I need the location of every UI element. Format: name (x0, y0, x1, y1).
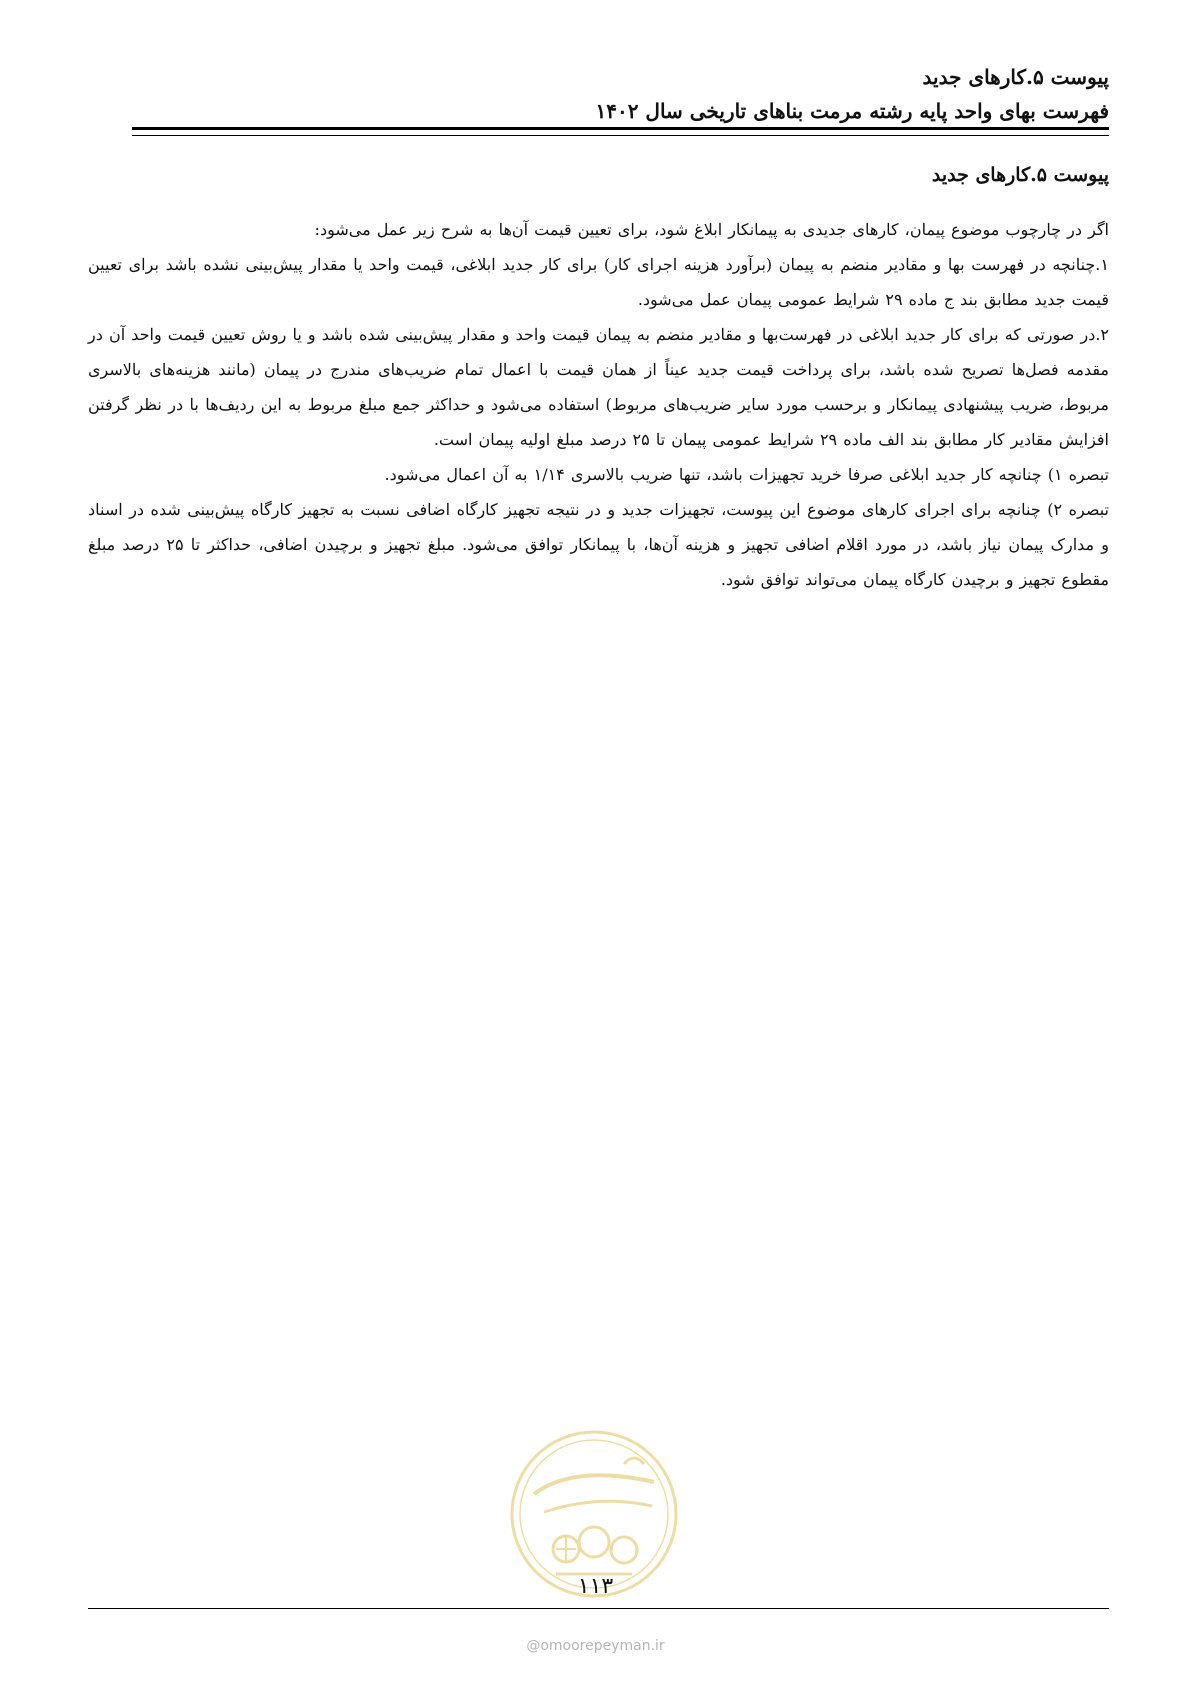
note-1-paragraph: تبصره ۱) چنانچه کار جدید ابلاغی صرفا خرید تجهیزات باشد، تنها ضریب بالاسری ۱/۱۴ به آن اعمال می‌شود. (384, 465, 1109, 484)
header-double-rule (132, 127, 1109, 136)
clause-2-paragraph: ۲.در صورتی که برای کار جدید ابلاغی در فهرست‌بها و مقادیر منضم به پیمان قیمت واحد و مقدار پیش‌بینی شده باشد و یا روش تعیین قیمت واحد آن در مقدمه فصل‌ها تصریح شده باشد، برای پرداخت قیمت جدید عیناً از همان قیمت با اعمال تمام ضریب‌های مندرج در پیمان (مانند هزینه‌های بالاسری مربوط، ضریب پیشنهادی پیمانکار و برحسب مورد سایر ضریب‌های مربوط) استفاده می‌شود و حداکثر جمع مبلغ مربوط به این ردیف‌ها با در نظر گرفتن افزایش مقادیر کار مطابق بند الف ماده ۲۹ شرایط عمومی پیمان تا ۲۵ درصد مبلغ اولیه پیمان است. (88, 325, 1110, 449)
intro-paragraph: اگر در چارچوب موضوع پیمان، کارهای جدیدی به پیمانکار ابلاغ شود، برای تعیین قیمت آن‌ها به شرح زیر عمل می‌شود: (314, 220, 1109, 239)
page-number: ۱۱۳ (577, 1574, 614, 1599)
clause-1-paragraph: ۱.چنانچه در فهرست بها و مقادیر منضم به پیمان (برآورد هزینه اجرای کار) برای کار جدید ابلاغی، قیمت واحد یا مقدار پیش‌بینی نشده باشد برای تعیین قیمت جدید مطابق بند ج ماده ۲۹ شرایط عمومی پیمان عمل می‌شود. (88, 255, 1109, 309)
note-2-paragraph: تبصره ۲) چنانچه برای اجرای کارهای موضوع این پیوست، تجهیزات جدید و در نتیجه تجهیز کارگاه اضافی نسبت به تجهیز کارگاه پیش‌بینی شده در اسناد و مدارک پیمان نیاز باشد، در مورد اقلام اضافی تجهیز و هزینه آن‌ها، با پیمانکار توافق می‌شود. مبلغ تجهیز و برچیدن اضافی، حداکثر تا ۲۵ درصد مبلغ مقطوع تجهیز و برچیدن کارگاه پیمان می‌تواند توافق شود. (88, 500, 1110, 589)
running-header-title: پیوست ۵.کارهای جدید (922, 65, 1109, 89)
section-body (88, 160, 1109, 597)
footer-rule (88, 1608, 1109, 1609)
section-title: پیوست ۵.کارهای جدید (931, 164, 1109, 186)
watermark-site-handle: @omoorepeyman.ir (526, 1638, 665, 1654)
running-header (132, 60, 1109, 128)
running-header-subtitle: فهرست بهای واحد پایه رشته مرمت بناهای تاریخی سال ۱۴۰۲ (595, 99, 1109, 123)
